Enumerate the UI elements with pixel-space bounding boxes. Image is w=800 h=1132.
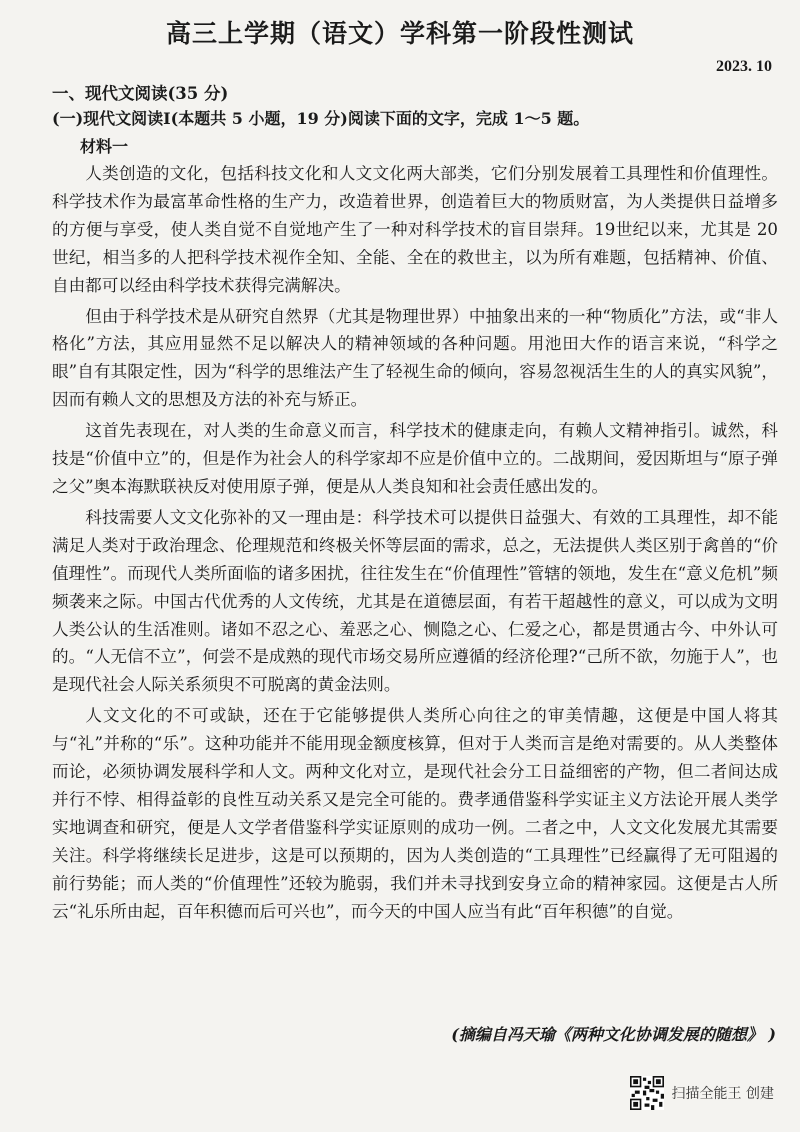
- source-citation: (摘编自冯天瑜《两种文化协调发展的随想》 ): [451, 1025, 776, 1044]
- paragraph: 这首先表现在，对人类的生命意义而言，科学技术的健康走向，有赖人文精神指引。诚然，科技是“价值中立”的，但是作为社会人的科学家却不应是价值中立的。二战期间，爱因斯坦与“原子弹之父”奥本海默联袂反对使用原子弹，便是从人类良知和社会责任感出发的。: [52, 421, 778, 496]
- material-label: 材料一: [80, 137, 129, 156]
- section-heading: 一、现代文阅读(35 分): [52, 84, 229, 103]
- scanner-watermark: [630, 1076, 774, 1110]
- paragraph: 人文文化的不可或缺，还在于它能够提供人类所心向往之的审美情趣，这便是中国人将其与“礼”并称的“乐”。这种功能并不能用现金额度核算，但对于人类而言是绝对需要的。从人类整体而论，必须协调发展科学和人文。两种文化对立，是现代社会分工日益细密的产物，但二者间达成并行不悖、相得益彰的良性互动关系又是完全可能的。费孝通借鉴科学实证主义方法论开展人类学实地调查和研究，便是人文学者借鉴科学实证原则的成功一例。二者之中，人文文化发展尤其需要关注。科学将继续长足进步，这是可以预期的，因为人类创造的“工具理性”已经赢得了无可阻遏的前行势能；而人类的“价值理性”还较为脆弱，我们并未寻找到安身立命的精神家园。这便是古人所云“礼乐所由起，百年积德而后可兴也”，而今天的中国人应当有此“百年积德”的自觉。: [52, 706, 778, 921]
- reading-passage: [52, 160, 778, 928]
- subsection-heading: (一)现代文阅读Ⅰ(本题共 5 小题，19 分)阅读下面的文字，完成 1～5 题。: [52, 109, 590, 128]
- page-title: 高三上学期（语文）学科第一阶段性测试: [165, 19, 634, 48]
- exam-date: 2023. 10: [716, 58, 772, 75]
- paragraph: 人类创造的文化，包括科技文化和人文文化两大部类，它们分别发展着工具理性和价值理性。科学技术作为最富革命性格的生产力，改造着世界，创造着巨大的物质财富，为人类提供日益增多的方便与享受，使人类自觉不自觉地产生了一种对科学技术的盲目崇拜。19世纪以来，尤其是 20 世纪，相当多的人把科学技术视作全知、全能、全在的救世主，以为所有难题，包括精神、价值、自由都可以经由科学技术获得完满解决。: [52, 164, 778, 295]
- paragraph: 科技需要人文文化弥补的又一理由是：科学技术可以提供日益强大、有效的工具理性，却不能满足人类对于政治理念、伦理规范和终极关怀等层面的需求，总之，无法提供人类区别于禽兽的“价值理性”。而现代人类所面临的诸多困扰，往往发生在“价值理性”管辖的领地，发生在“意义危机”频频袭来之际。中国古代优秀的人文传统，尤其是在道德层面，有若干超越性的意义，可以成为文明人类公认的生活准则。诸如不忍之心、羞恶之心、恻隐之心、仁爱之心，都是贯通古今、中外认可的。“人无信不立”，何尝不是成熟的现代市场交易所应遵循的经济伦理?“己所不欲，勿施于人”，也是现代社会人际关系须臾不可脱离的黄金法则。: [52, 507, 778, 695]
- scanner-label: 扫描全能王 创建: [671, 1086, 774, 1102]
- qr-code-icon: [630, 1076, 664, 1110]
- paragraph: 但由于科学技术是从研究自然界（尤其是物理世界）中抽象出来的一种“物质化”方法，或“非人格化”方法，其应用显然不足以解决人的精神领域的各种问题。用池田大作的语言来说，“科学之眼”自有其限定性，因为“科学的思维法产生了轻视生命的倾向，容易忽视活生生的人的真实风貌”，因而有赖人文的思想及方法的补充与矫正。: [52, 306, 778, 410]
